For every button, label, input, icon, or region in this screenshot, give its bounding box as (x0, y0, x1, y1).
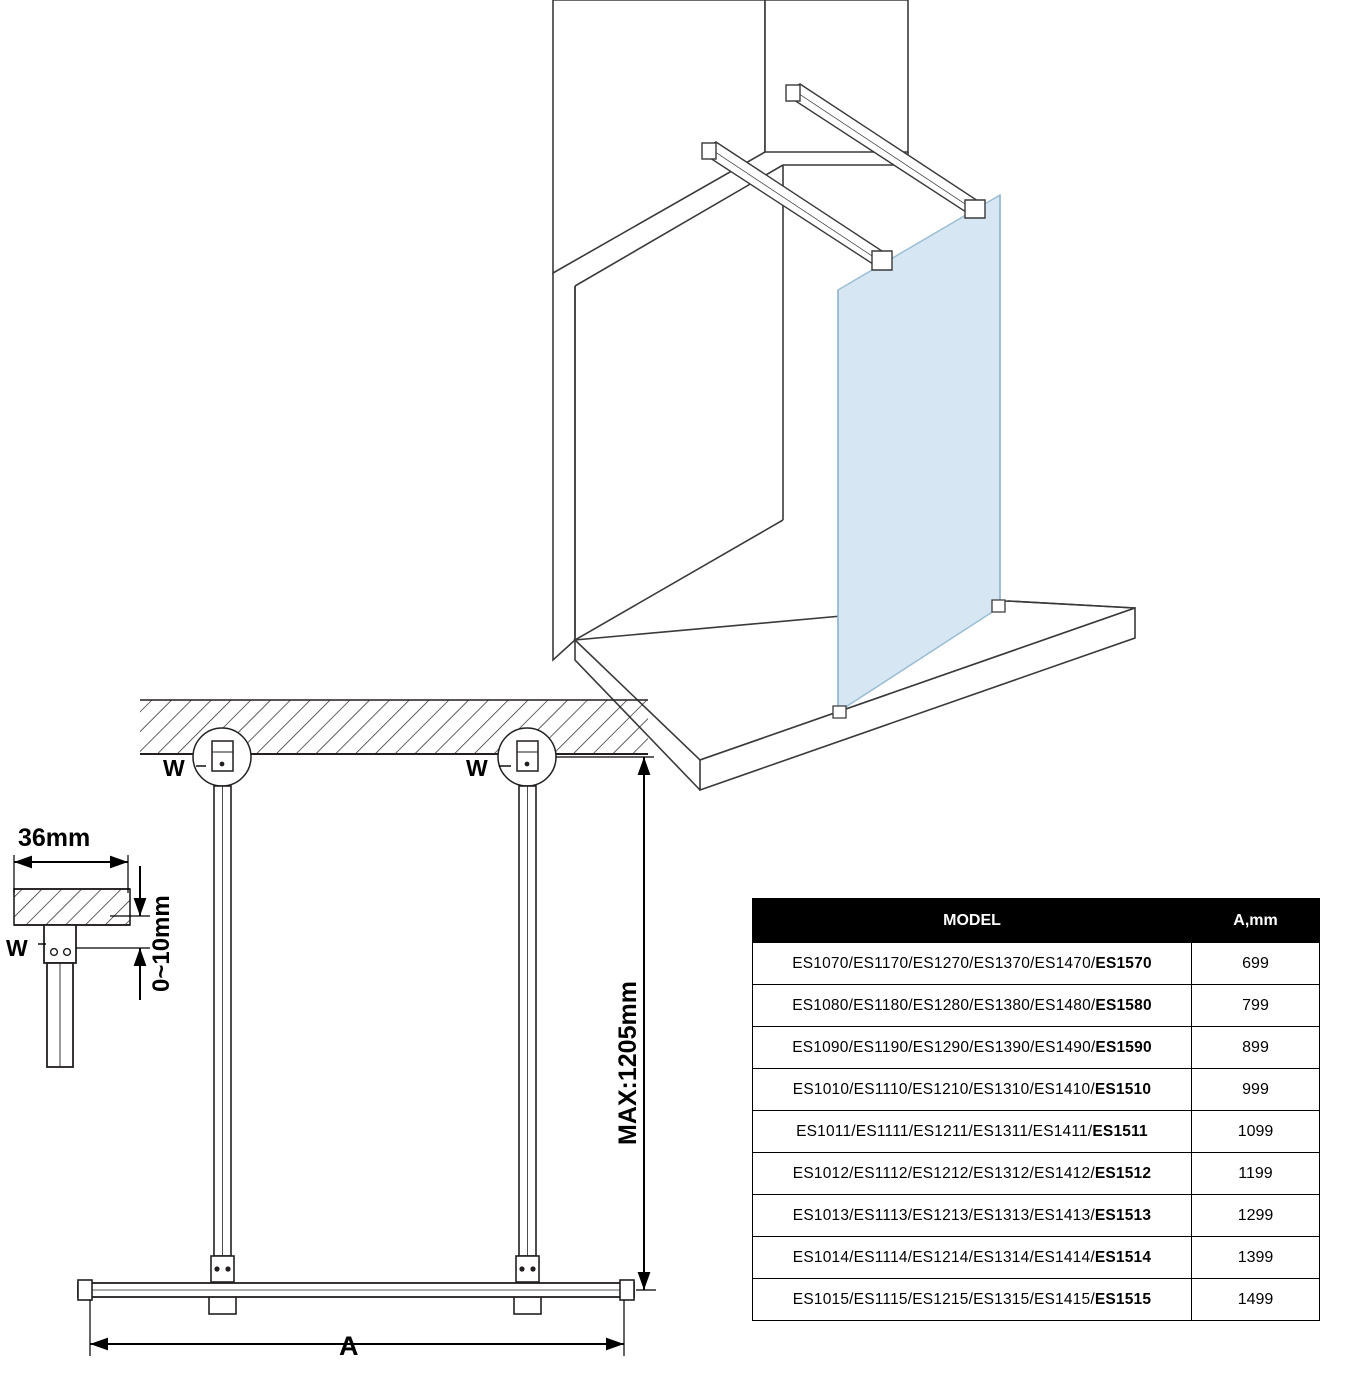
table-row (753, 1111, 1320, 1153)
dim-36mm (14, 855, 128, 893)
dimension-label-width: A (339, 1331, 359, 1361)
table-cell-model (753, 1279, 1192, 1321)
model-highlight: ES1570 (1095, 954, 1152, 972)
isometric-view (553, 0, 1135, 790)
model-list: ES1080/ES1180/ES1280/ES1380/ES1480/ (792, 996, 1096, 1014)
table-cell-a: 1099 (1192, 1111, 1320, 1153)
table-cell-a: 1299 (1192, 1195, 1320, 1237)
model-highlight: ES1512 (1094, 1164, 1152, 1182)
table-cell-a: 899 (1192, 1027, 1320, 1069)
table-cell-model (753, 985, 1192, 1027)
model-table (752, 898, 1320, 1321)
table-row (753, 1153, 1320, 1195)
model-highlight: ES1590 (1095, 1038, 1152, 1056)
model-list: ES1013/ES1113/ES1213/ES1313/ES1413/ (792, 1206, 1095, 1224)
model-list: ES1011/ES1111/ES1211/ES1311/ES1411/ (796, 1122, 1093, 1140)
table-cell-model (753, 1111, 1192, 1153)
side-detail-view (14, 855, 150, 1067)
table-row (753, 1069, 1320, 1111)
dim-gap (76, 866, 150, 1000)
wall-mount-right (498, 728, 556, 786)
table-cell-model (753, 1153, 1192, 1195)
table-header-a: A,mm (1192, 899, 1320, 943)
table-cell-a: 799 (1192, 985, 1320, 1027)
model-highlight: ES1580 (1095, 996, 1152, 1014)
dimension-label-max-height: MAX:1205mm (614, 981, 642, 1145)
table-cell-a: 999 (1192, 1069, 1320, 1111)
model-highlight: ES1515 (1094, 1290, 1152, 1308)
table-row (753, 1237, 1320, 1279)
label-wall-anchor-top-1: W (163, 755, 185, 781)
table-cell-a: 699 (1192, 943, 1320, 985)
model-highlight: ES1511 (1092, 1122, 1148, 1140)
table-cell-model (753, 1237, 1192, 1279)
table-cell-a: 1399 (1192, 1237, 1320, 1279)
wall-bracket-detail (44, 925, 76, 963)
model-list: ES1012/ES1112/ES1212/ES1312/ES1412/ (792, 1164, 1095, 1182)
glass-edge-plan (78, 1280, 634, 1300)
model-highlight: ES1510 (1094, 1080, 1152, 1098)
vertical-bar-left (209, 786, 236, 1314)
model-list: ES1070/ES1170/ES1270/ES1370/ES1470/ (792, 954, 1096, 972)
table-cell-model (753, 1069, 1192, 1111)
table-row (753, 1279, 1320, 1321)
table-cell-model (753, 1027, 1192, 1069)
table-row (753, 943, 1320, 985)
table-cell-model (753, 943, 1192, 985)
table-header-row (753, 899, 1320, 943)
wall-mount-left (193, 728, 251, 786)
dimension-label-gap: 0~10mm (148, 895, 175, 992)
table-row (753, 1195, 1320, 1237)
model-list: ES1014/ES1114/ES1214/ES1314/ES1414/ (792, 1248, 1095, 1266)
label-wall-anchor-top-2: W (466, 755, 488, 781)
plan-view (78, 700, 656, 1356)
table-header-model: MODEL (753, 899, 1192, 943)
model-list: ES1015/ES1115/ES1215/ES1315/ES1415/ (792, 1290, 1095, 1308)
support-bar-lower (702, 142, 892, 270)
vertical-bar-right (514, 786, 541, 1314)
model-highlight: ES1514 (1094, 1248, 1152, 1266)
table-cell-model (753, 1195, 1192, 1237)
table-row (753, 985, 1320, 1027)
label-wall-anchor-left: W (6, 935, 28, 961)
model-highlight: ES1513 (1094, 1206, 1152, 1224)
table-cell-a: 1199 (1192, 1153, 1320, 1195)
table-cell-a: 1499 (1192, 1279, 1320, 1321)
model-list: ES1010/ES1110/ES1210/ES1310/ES1410/ (792, 1080, 1095, 1098)
table-row (753, 1027, 1320, 1069)
model-list: ES1090/ES1190/ES1290/ES1390/ES1490/ (792, 1038, 1096, 1056)
dimension-label-thickness: 36mm (18, 824, 91, 852)
